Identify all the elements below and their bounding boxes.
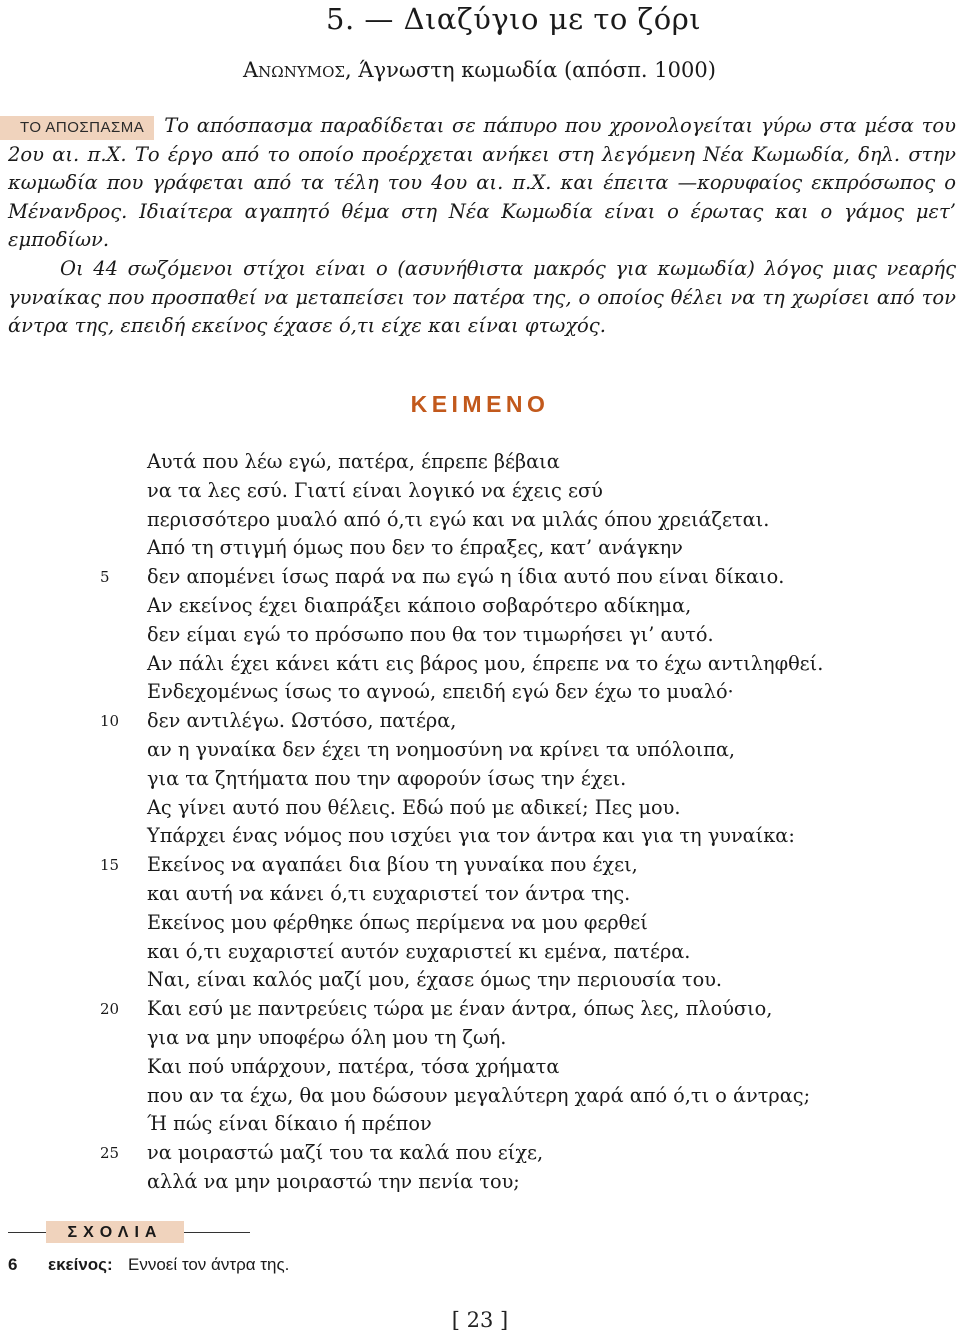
intro-paragraph-2: Οι 44 σωζόμενοι στίχοι είναι ο (ασυνήθιστα μακρός για κωμωδία) λόγος μιας νεαρής γυναίκας που προσπαθεί να μεταπείσει τον πατέρα της, ο οποίος θέλει να τη χωρίσει από τον άντρα της, επειδή εκείνος έχασε ό,τι είχε και είναι φτωχός. xyxy=(8,256,956,338)
verse-text: περισσότερο μυαλό από ό,τι εγώ και να μιλάς όπου χρειάζεται. xyxy=(147,507,770,531)
section-heading-text: ΚΕΙΜΕΝΟ xyxy=(410,391,550,417)
verse-number: 5 xyxy=(100,568,110,587)
verse-text: Από τη στιγμή όμως που δεν το έπραξες, κατ’ ανάγκην xyxy=(147,536,683,560)
verse-text: Εκείνος μου φέρθηκε όπως περίμενα να μου φερθεί xyxy=(147,910,648,934)
source-details: , Άγνωστη κωμωδία (απόσπ. 1000) xyxy=(345,58,716,82)
verse-text: Υπάρχει ένας νόμος που ισχύει για τον άντρα και για τη γυναίκα: xyxy=(147,824,795,848)
verse-line xyxy=(0,794,960,823)
verse-text: Ή πώς είναι δίκαιο ή πρέπον xyxy=(147,1112,432,1136)
verse-line xyxy=(0,765,960,794)
verse-line xyxy=(0,707,960,736)
verse-text: Και εσύ με παντρεύεις τώρα με έναν άντρα, όπως λες, πλούσιο, xyxy=(147,997,773,1021)
verse-text: για τα ζητήματα που την αφορούν ίσως την έχει. xyxy=(147,766,627,790)
verse-line xyxy=(0,534,960,563)
note-text: Εννοεί τον άντρα της. xyxy=(128,1255,290,1274)
verse-line xyxy=(0,966,960,995)
intro-paragraph-1 xyxy=(8,112,956,255)
verse-line xyxy=(0,938,960,967)
verse-line xyxy=(0,1168,960,1197)
verse-line xyxy=(0,1024,960,1053)
verse-line xyxy=(0,1082,960,1111)
verse-text: δεν απομένει ίσως παρά να πω εγώ η ίδια αυτό που είναι δίκαιο. xyxy=(147,565,785,589)
verse-line xyxy=(0,563,960,592)
verse-text: Αν πάλι έχει κάνει κάτι εις βάρος μου, έπρεπε να το έχω αντιληφθεί. xyxy=(147,651,824,675)
verse-text: Αυτά που λέω εγώ, πατέρα, έπρεπε βέβαια xyxy=(147,450,560,473)
verse-line xyxy=(0,650,960,679)
verse-line xyxy=(0,909,960,938)
verse-text: Ας γίνει αυτό που θέλεις. Εδώ πού με αδικεί; Πες μου. xyxy=(147,795,681,819)
verse-text: να τα λες εσύ. Γιατί είναι λογικό να έχεις εσύ xyxy=(147,478,603,502)
page-number: [ 23 ] xyxy=(451,1308,509,1332)
verse-line xyxy=(0,1139,960,1168)
verse-text: και αυτή να κάνει ό,τι ευχαριστεί τον άντρα της. xyxy=(147,881,631,905)
verse-text: δεν είμαι εγώ το πρόσωπο που θα τον τιμωρήσει γι’ αυτό. xyxy=(147,622,714,646)
verse-number: 25 xyxy=(100,1144,120,1163)
verse-number: 20 xyxy=(100,1000,120,1019)
verse-text: να μοιραστώ μαζί του τα καλά που είχε, xyxy=(147,1141,544,1165)
note-line-number: 6 xyxy=(8,1255,18,1274)
verse-text: δεν αντιλέγω. Ωστόσο, πατέρα, xyxy=(147,709,457,733)
source-author: Ανωνυμος xyxy=(243,58,346,82)
verse-text: Αν εκείνος έχει διαπράξει κάποιο σοβαρότερο αδίκημα, xyxy=(147,593,692,617)
verse-line xyxy=(0,506,960,535)
source-line xyxy=(243,58,716,82)
verse-text: Ναι, είναι καλός μαζί μου, έχασε όμως την περιουσία του. xyxy=(147,968,723,992)
verse-line xyxy=(0,448,960,477)
verse-text: Ενδεχομένως ίσως το αγνοώ, επειδή εγώ δεν έχω το μυαλό· xyxy=(147,680,734,704)
excerpt-badge: ΤΟ ΑΠΟΣΠΑΣΜΑ xyxy=(0,116,154,140)
verse-line xyxy=(0,477,960,506)
note-term: εκείνος: xyxy=(48,1255,113,1274)
verse-line xyxy=(0,995,960,1024)
introduction xyxy=(8,112,956,341)
verse-line xyxy=(0,851,960,880)
chapter-title: 5. — Διαζύγιο με το ζόρι xyxy=(326,2,702,36)
verse-text: Εκείνος να αγαπάει δια βίου τη γυναίκα που έχει, xyxy=(147,853,638,877)
verse-text: για να μην υποφέρω όλη μου τη ζωή. xyxy=(147,1025,507,1049)
verse-line xyxy=(0,822,960,851)
intro-paragraph-1-text: Το απόσπασμα παραδίδεται σε πάπυρο που χρονολογείται γύρω στα μέσα του 2ου αι. π.Χ. Το έργο από το οποίο προέρχεται ανήκει στη λεγόμενη Νέα Κωμωδία, δηλ. στην κωμωδία που γράφεται από τα τέλη του 4ου αι. π.Χ. και έπειτα —κορυφαίος εκπρόσωπος ο Μένανδρος. Ιδιαίτερα αγαπητό θέμα στη Νέα Κωμωδία είναι ο έρωτας και ο γάμος μετ’ εμποδίων. xyxy=(8,114,956,252)
verse-line xyxy=(0,1053,960,1082)
verse-text: Και πού υπάρχουν, πατέρα, τόσα χρήματα xyxy=(147,1054,560,1078)
verse-number: 15 xyxy=(100,856,120,875)
verse-line xyxy=(0,736,960,765)
verse-line xyxy=(0,621,960,650)
verse-line xyxy=(0,678,960,707)
notes-heading: ΣΧΟΛΙΑ xyxy=(46,1221,184,1243)
verse-number: 10 xyxy=(100,712,120,731)
verse-line xyxy=(0,880,960,909)
verse-text: που αν τα έχω, θα μου δώσουν μεγαλύτερη χαρά από ό,τι ο άντρας; xyxy=(147,1083,811,1107)
verse-text: αλλά να μην μοιραστώ την πενία του; xyxy=(147,1169,520,1193)
verse-line xyxy=(0,592,960,621)
poem-text xyxy=(0,448,960,1197)
verse-text: αν η γυναίκα δεν έχει τη νοημοσύνη να κρίνει τα υπόλοιπα, xyxy=(147,737,735,761)
verse-line xyxy=(0,1110,960,1139)
verse-text: και ό,τι ευχαριστεί αυτόν ευχαριστεί κι εμένα, πατέρα. xyxy=(147,939,691,963)
